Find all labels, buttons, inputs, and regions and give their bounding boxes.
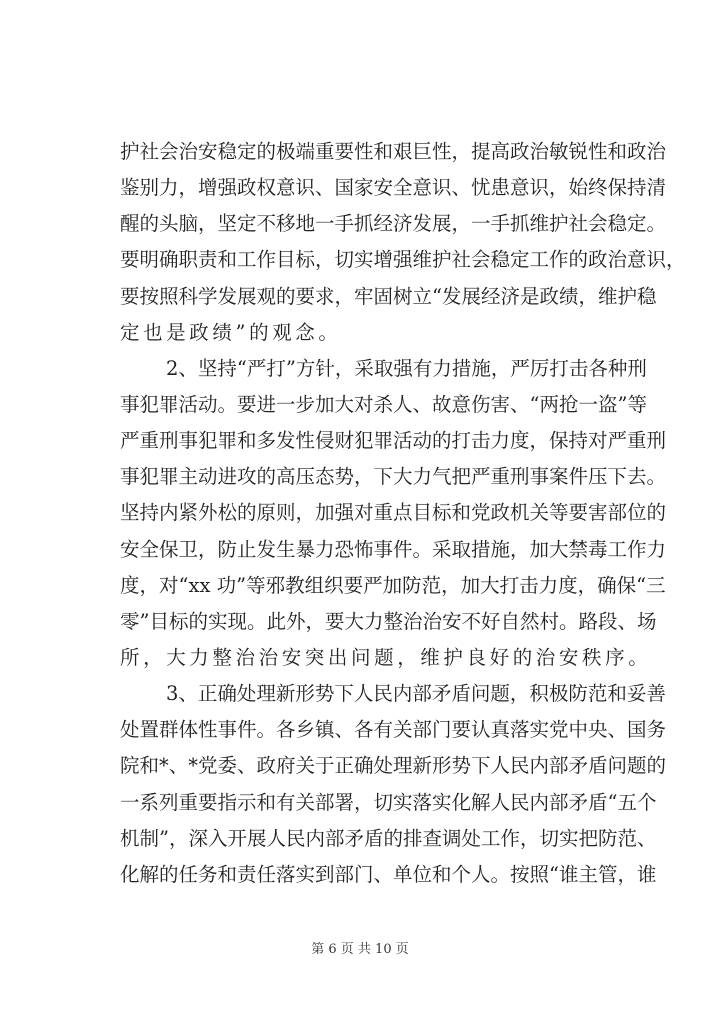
text-line: 化解的任务和责任落实到部门、单位和个人。按照“谁主管，谁 — [120, 862, 657, 886]
text-line: 定也是政绩”的观念。 — [120, 320, 342, 344]
text-line: 一系列重要指示和有关部署，切实落实化解人民内部矛盾“五个 — [120, 790, 657, 814]
text-line: 机制”，深入开展人民内部矛盾的排查调处工作，切实把防范、 — [120, 826, 657, 850]
text-line: 安全保卫，防止发生暴力恐怖事件。采取措施，加大禁毒工作力 — [120, 537, 667, 561]
text-line: 所，大力整治治安突出问题，维护良好的治安秩序。 — [120, 645, 652, 669]
text-line: 事犯罪活动。要进一步加大对杀人、故意伤害、“两抢一盗”等 — [120, 392, 647, 416]
text-line: 度，对“xx 功”等邪教组织要严加防范，加大打击力度，确保“三 — [120, 573, 666, 597]
text-line: 2、坚持“严打”方针，采取强有力措施，严厉打击各种刑 — [166, 356, 647, 380]
text-line: 零”目标的实现。此外，要大力整治治安不好自然村。路段、场 — [120, 609, 657, 633]
text-line: 处置群体性事件。各乡镇、各有关部门要认真落实党中央、国务 — [120, 718, 667, 742]
paragraph-3 — [120, 676, 667, 893]
text-line: 坚持内紧外松的原则，加强对重点目标和党政机关等要害部位的 — [120, 501, 667, 525]
text-line: 要按照科学发展观的要求，牢固树立“发展经济是政绩，维护稳 — [120, 284, 657, 308]
text-line: 院和*、*党委、政府关于正确处理新形势下人民内部矛盾问题的 — [120, 754, 667, 778]
text-line: 醒的头脑，坚定不移地一手抓经济发展，一手抓维护社会稳定。 — [120, 212, 667, 236]
page-number-footer: 第 6 页 共 10 页 — [311, 942, 409, 957]
text-line: 护社会治安稳定的极端重要性和艰巨性，提高政治敏锐性和政治 — [120, 140, 667, 163]
text-line: 鉴别力，增强政权意识、国家安全意识、忧患意识，始终保持清 — [120, 176, 667, 200]
text-line: 要明确职责和工作目标，切实增强维护社会稳定工作的政治意识， — [120, 248, 686, 272]
paragraph-2 — [120, 351, 667, 676]
paragraph-1 — [120, 134, 686, 351]
text-line: 3、正确处理新形势下人民内部矛盾问题，积极防范和妥善 — [166, 682, 666, 706]
text-line: 严重刑事犯罪和多发性侵财犯罪活动的打击力度，保持对严重刑 — [120, 429, 667, 453]
document-body — [120, 134, 686, 893]
text-line: 事犯罪主动进攻的高压态势，下大力气把严重刑事案件压下去。 — [120, 465, 667, 489]
